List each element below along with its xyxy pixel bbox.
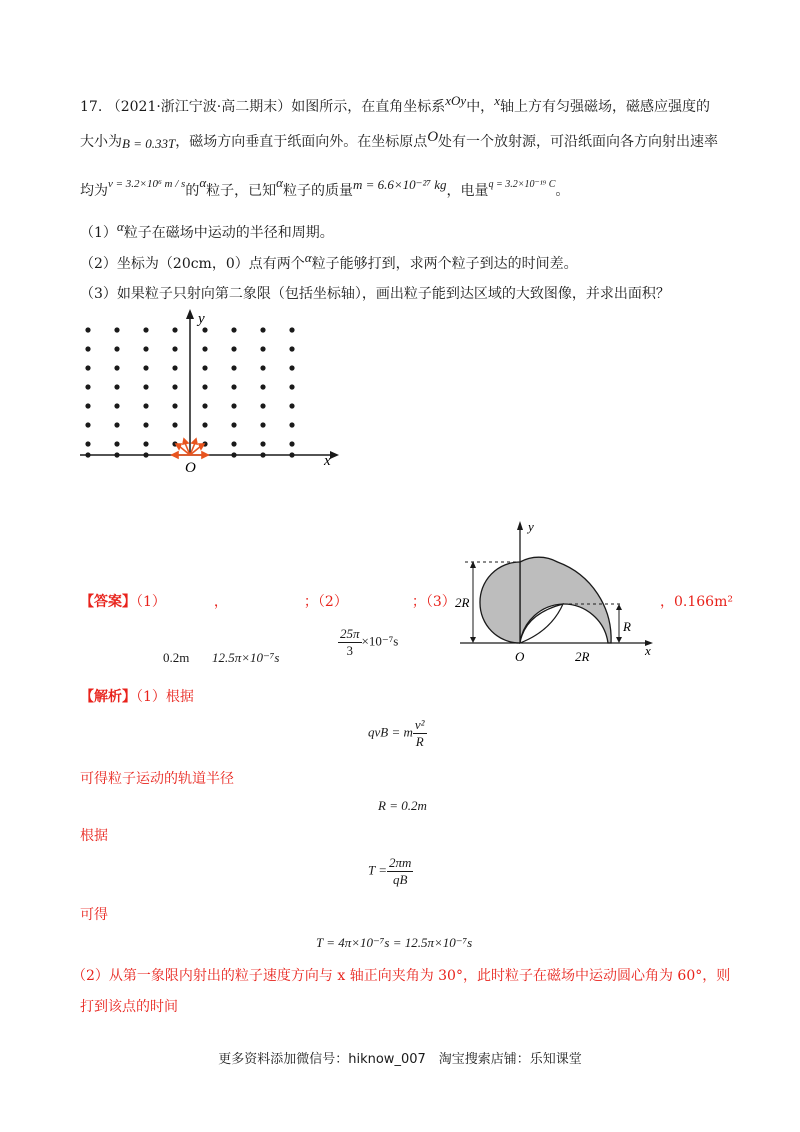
analysis-text-result: 可得: [80, 907, 108, 923]
field-dot: [85, 365, 90, 370]
field-dot: [172, 384, 177, 389]
answer-time-diff: $\frac{25\pi}{3}$ ×10⁻⁷s: [340, 626, 399, 658]
analysis-part2-line2: 打到该点的时间: [80, 999, 178, 1015]
m-formula: m = 6.6×10⁻²⁷ kg: [353, 177, 447, 192]
answer-line: 【答案】（1） ， ；（2） ；（3）: [80, 594, 456, 610]
x-axis-label: x: [324, 453, 331, 469]
field-dot: [231, 422, 236, 427]
field-dot: [289, 346, 294, 351]
answer-radius: 0.2m: [163, 650, 190, 665]
field-dot: [202, 365, 207, 370]
question-source: （2021·浙江宁波·高二期末）: [106, 99, 292, 115]
field-dot: [202, 422, 207, 427]
field-dot: [260, 422, 265, 427]
field-dot: [114, 346, 119, 351]
field-dot: [172, 403, 177, 408]
analysis-part2-line1: （2）从第一象限内射出的粒子速度方向与 x 轴正向夹角为 30°，此时粒子在磁场中运动圆心角为 60°，则: [72, 968, 731, 984]
field-dot: [172, 422, 177, 427]
field-dot: [143, 403, 148, 408]
field-dot: [114, 403, 119, 408]
page-footer: 更多资料添加微信号：hiknow_007 淘宝搜索店铺：乐知课堂: [218, 1052, 582, 1067]
field-dot: [289, 365, 294, 370]
field-dot: [289, 403, 294, 408]
field-dot: [114, 365, 119, 370]
field-dot: [85, 441, 90, 446]
answer-area: ，0.166m²: [660, 594, 733, 610]
field-dot: [260, 384, 265, 389]
field-dot: [260, 365, 265, 370]
field-dot: [114, 327, 119, 332]
field-dot: [85, 327, 90, 332]
question-line-2: 大小为B = 0.33T，磁场方向垂直于纸面向外。在坐标原点O处有一个放射源，可沿纸面向各方向射出速率: [80, 129, 719, 151]
field-dot: [202, 403, 207, 408]
x-axis-arrow: [330, 451, 339, 459]
answer-period: 12.5π×10⁻⁷s: [212, 650, 280, 665]
analysis-text-radius: 可得粒子运动的轨道半径: [80, 771, 234, 787]
field-dot: [172, 327, 177, 332]
field-dot: [85, 403, 90, 408]
sub-question-3: （3）如果粒子只射向第二象限（包括坐标轴），画出粒子能到达区域的大致图像，并求出面积？: [80, 286, 670, 302]
equation-force: qvB = m $\frac{\text{v²}}{R}$: [368, 717, 425, 749]
x-axis-label: x: [645, 643, 651, 658]
answer-label: 【答案】: [80, 594, 136, 610]
field-dot: [289, 441, 294, 446]
equation-period-value: T = 4π×10⁻⁷s = 12.5π×10⁻⁷s: [316, 935, 473, 950]
v-formula: v = 3.2×10⁶ m / s: [108, 178, 186, 190]
field-dot: [202, 384, 207, 389]
field-dot: [114, 384, 119, 389]
field-dot: [172, 346, 177, 351]
field-dot: [260, 346, 265, 351]
y-axis-arrow: [517, 521, 523, 530]
field-dot: [260, 327, 265, 332]
sub-question-2: （2）坐标为（20cm，0）点有两个α粒子能够打到，求两个粒子到达的时间差。: [80, 250, 578, 272]
b-formula: B = 0.33T: [122, 136, 176, 151]
field-dot: [231, 441, 236, 446]
field-dot: [114, 441, 119, 446]
equation-radius: R = 0.2m: [378, 798, 427, 813]
field-dot: [143, 327, 148, 332]
field-dot: [143, 346, 148, 351]
field-dot: [260, 403, 265, 408]
q-formula: q = 3.2×10⁻¹⁹ C: [488, 179, 556, 190]
sub-question-1: （1）α粒子在磁场中运动的半径和周期。: [80, 219, 334, 241]
left-lobe: [480, 562, 520, 643]
field-dot: [85, 384, 90, 389]
field-dot: [231, 403, 236, 408]
field-dot: [289, 422, 294, 427]
field-dot: [85, 422, 90, 427]
y-axis-label: y: [198, 311, 205, 327]
figure-magnetic-field: [75, 305, 345, 475]
question-number: 17.: [80, 99, 103, 115]
label-R-right: R: [623, 619, 631, 634]
y-axis-label: y: [528, 519, 534, 534]
field-dot: [289, 327, 294, 332]
label-2R-left: 2R: [455, 595, 470, 610]
question-line-3: 均为$^{v = 3.2\times 10^6 m / s}$的α粒子，已知α粒子的质量m = 6.6×10⁻²⁷ kg，电量$^{q = 3.2\times 10^{-19} C}$。: [80, 175, 570, 199]
field-dot: [85, 346, 90, 351]
field-dot: [202, 327, 207, 332]
field-dot: [143, 365, 148, 370]
field-dot: [231, 384, 236, 389]
field-dot: [231, 365, 236, 370]
analysis-part1: 【解析】（1）根据: [80, 689, 194, 705]
y-axis-arrow: [186, 309, 194, 319]
question-line-1: 17. （2021·浙江宁波·高二期末）如图所示，在直角坐标系xOy中，x轴上方有匀强磁场，磁感应强度的: [80, 93, 710, 115]
origin-label: O: [185, 460, 196, 475]
label-2R-bottom: 2R: [575, 649, 590, 664]
figure-reachable-region: [455, 515, 660, 665]
field-dot: [231, 346, 236, 351]
field-dot: [143, 384, 148, 389]
analysis-text-period: 根据: [80, 828, 108, 844]
field-dot: [172, 365, 177, 370]
analysis-label: 【解析】: [80, 689, 136, 705]
field-dot: [231, 327, 236, 332]
field-dot: [143, 422, 148, 427]
field-dot: [143, 441, 148, 446]
origin-label: O: [515, 649, 525, 664]
field-dot: [202, 346, 207, 351]
equation-period: T = $\frac{2\pi m}{qB}$: [368, 855, 412, 887]
field-dot: [114, 422, 119, 427]
coord-system: xOy: [445, 93, 467, 108]
field-dot: [289, 384, 294, 389]
field-dot: [260, 441, 265, 446]
